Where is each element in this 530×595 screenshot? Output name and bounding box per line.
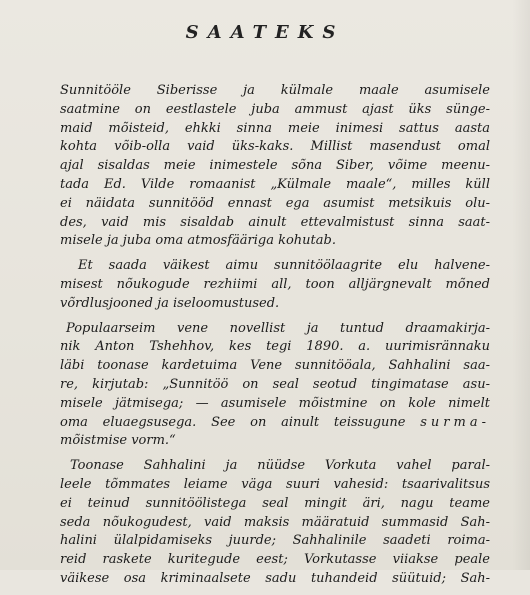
- text-line: väikese osa kriminaalsete sadu tuhandeid süütuid; Sah-: [60, 570, 490, 586]
- text-line-with-spaced-word: [60, 414, 490, 433]
- text-line: misest nõukogude rezhiimi all, toon alljärgnevalt mõned: [60, 276, 490, 292]
- text-line: Sunnitööle Siberisse ja külmale maale asumisele: [60, 83, 490, 98]
- text-line: seda nõukogudest, vaid maksis määratuid summasid Sah-: [60, 514, 490, 530]
- paragraph-4: [60, 457, 490, 589]
- spaced-word: surma-: [420, 414, 490, 430]
- text-line: misele ja juba oma atmosfääriga kohutab.: [60, 233, 336, 249]
- text-line: maid mõisteid, ehkki sinna meie inimesi sattus aasta: [60, 120, 490, 136]
- text-line: Et saada väikest aimu sunnitöölaagrite elu halvene-: [78, 258, 490, 274]
- text-line: re, kirjutab: „Sunnitöö on seal seotud tingimatase asu-: [60, 376, 490, 392]
- text-line: halini ülalpidamiseks juurde; Sahhalinile saadeti roima-: [60, 533, 490, 549]
- text-line: ei teinud sunnitöölistega seal mingit äri, nagu teame: [60, 495, 490, 511]
- text-line: kohta võib-olla vaid üks-kaks. Millist masendust omal: [60, 139, 490, 155]
- text-line: ajal sisaldas meie inimestele sõna Siber, võime meenu-: [60, 158, 490, 174]
- page-heading: SAATEKS: [185, 22, 345, 43]
- text-line: misele jätmisega; — asumisele mõistmine on kole nimelt: [60, 395, 490, 411]
- text-line: võrdlusjooned ja iseloomustused.: [60, 295, 280, 311]
- text-line: Toonase Sahhalini ja nüüdse Vorkuta vahel paral-: [70, 458, 490, 474]
- text-line: ei näidata sunnitööd ennast ega asumist metsikuis olu-: [60, 195, 490, 211]
- page-edge-shadow: [512, 0, 530, 570]
- text-fragment: oma eluaegsusega. See on ainult teissugune: [60, 414, 406, 430]
- text-line: Populaarseim vene novellist ja tuntud draamakirja-: [66, 320, 490, 336]
- paragraph-3: [60, 320, 490, 452]
- text-line: reid raskete kuritegude eest; Vorkutasse viiakse peale: [60, 552, 490, 568]
- text-line: nik Anton Tshehhov, kes tegi 1890. a. uurimisrännaku: [60, 339, 490, 355]
- text-line: des, vaid mis sisaldab ainult ettevalmistust sinna saat-: [60, 214, 490, 230]
- text-line: läbi toonase kardetuima Vene sunnitööala, Sahhalini saa-: [60, 358, 490, 374]
- text-line: saatmine on eestlastele juba ammust ajast üks sünge-: [60, 101, 490, 117]
- body-text: [60, 82, 490, 595]
- text-line: tada Ed. Vilde romaanist „Külmale maale“, milles küll: [60, 176, 490, 192]
- paragraph-1: [60, 82, 490, 251]
- text-line: mõistmise vorm.“: [60, 433, 176, 449]
- paragraph-2: [60, 257, 490, 313]
- text-line: leele tõmmates leiame väga suuri vahesid: tsaarivalitsus: [60, 476, 490, 492]
